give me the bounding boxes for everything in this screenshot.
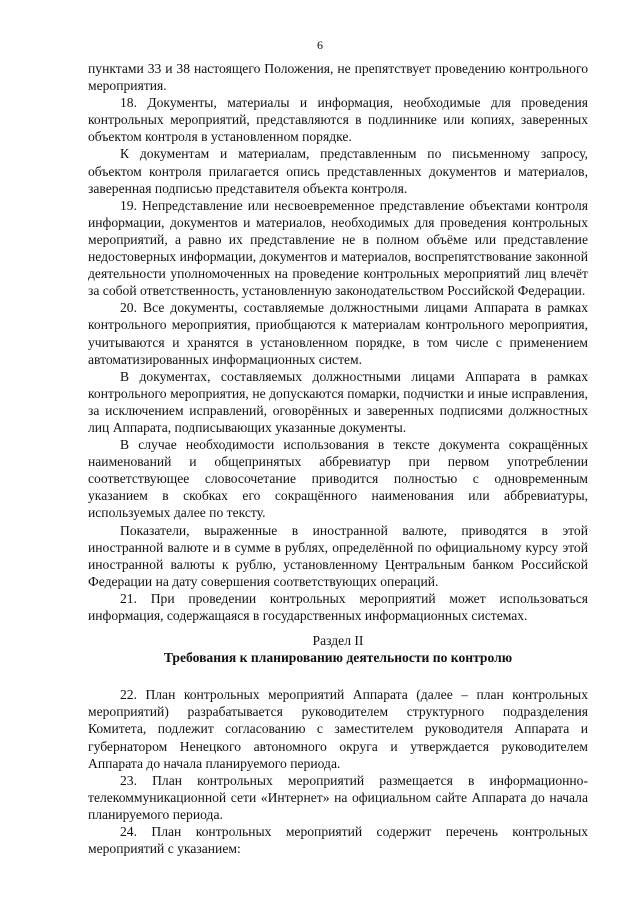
page-number: 6 (317, 38, 323, 52)
paragraph-18: 18. Документы, материалы и информация, необходимые для проведения контрольных мероприятий, представляются в подлиннике или копиях, заверенных объектом контроля в установленном порядке. (88, 95, 588, 145)
paragraph-20-abbreviations: В случае необходимости использования в тексте документа сокращённых наименований и общепринятых аббревиатур при первом употреблении соответствующее словосочетание приводится полностью с одновременным указанием в скобках его сокращённого наименования или аббревиатуры, используемых далее по тексту. (88, 437, 588, 521)
paragraph-24: 24. План контрольных мероприятий содержит перечень контрольных мероприятий с указанием: (88, 824, 588, 857)
paragraph-continuation: пунктами 33 и 38 настоящего Положения, не препятствует проведению контрольного мероприятия. (88, 61, 588, 94)
section-label: Раздел II (312, 633, 364, 649)
paragraph-20-corrections: В документах, составляемых должностными лицами Аппарата в рамках контрольного мероприятия, не допускаются помарки, подчистки и иные исправления, за исключением исправлений, оговорённых и заверенных подписями должностных лиц Аппарата, подписывающих указанные документы. (88, 368, 588, 435)
paragraph-18-inventory: К документам и материалам, представленным по письменному запросу, объектом контроля прилагается опись представленных документов и материалов, заверенная подписью представителя объекта контроля. (88, 146, 588, 196)
paragraph-22: 22. План контрольных мероприятий Аппарата (далее – план контрольных мероприятий) разрабатывается руководителем структурного подразделения Комитета, подлежит согласованию с заместителем руководителя Аппарата и губернатором Ненецкого автономного округа и утверждается руководителем Аппарата до начала планируемого периода. (88, 687, 588, 771)
paragraph-20: 20. Все документы, составляемые должностными лицами Аппарата в рамках контрольного мероприятия, приобщаются к материалам контрольного мероприятия, учитываются и хранятся в установленном порядке, в том числе с применением автоматизированных информационных систем. (88, 300, 588, 367)
paragraph-20-currency: Показатели, выраженные в иностранной валюте, приводятся в этой иностранной валюте и в сумме в рублях, определённой по официальному курсу этой иностранной валюты к рублю, установленному Центральным банком Российской Федерации на дату совершения соответствующих операций. (88, 522, 588, 589)
document-body (88, 60, 588, 857)
paragraph-23: 23. План контрольных мероприятий размещается в информационно-телекоммуникационной сети «Интернет» на официальном сайте Аппарата до начала планируемого периода. (88, 772, 588, 822)
section-title: Требования к планированию деятельности по контролю (163, 650, 513, 666)
paragraph-21: 21. При проведении контрольных мероприятий может использоваться информация, содержащаяся в государственных информационных системах. (88, 590, 588, 623)
paragraph-19: 19. Непредставление или несвоевременное представление объектами контроля информации, документов и материалов, необходимых для проведения контрольных мероприятий, а равно их представление не в полном объёме или представление недостоверных информации, документов и материалов, воспрепятствование законной деятельности уполномоченных на проведение контрольных мероприятий лиц влечёт за собой ответственность, установленную законодательством Российской Федерации. (88, 197, 588, 299)
